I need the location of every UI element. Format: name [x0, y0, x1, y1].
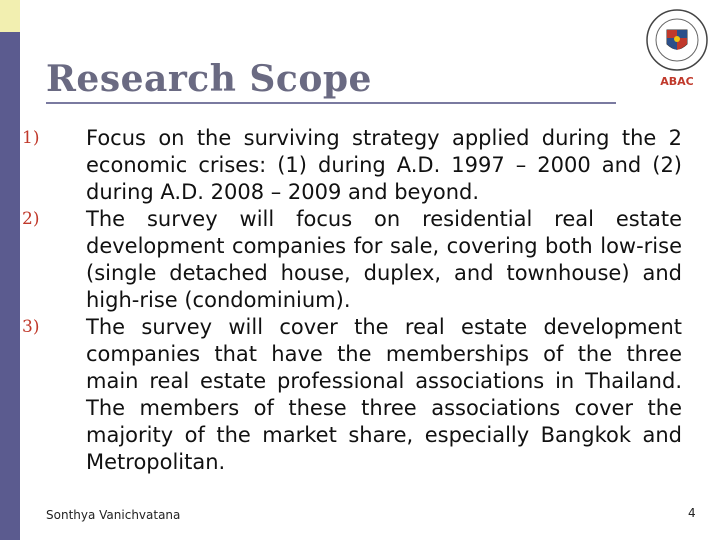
- university-seal-icon: [645, 8, 709, 72]
- item-text: The survey will focus on residential real estate development companies for sale, covering both low-rise (single detached house, duplex, and townhouse) and high-rise (condominium).: [86, 207, 682, 312]
- list-item: [22, 125, 682, 206]
- page-number: 4: [688, 506, 696, 520]
- logo-caption: ABAC: [660, 75, 694, 88]
- title-divider: [46, 102, 616, 104]
- item-number: 1): [22, 128, 40, 148]
- footer-author: Sonthya Vanichvatana: [46, 508, 181, 522]
- item-number: 2): [22, 209, 40, 229]
- list-item: [22, 314, 682, 476]
- scope-list: [22, 125, 682, 476]
- list-item: [22, 206, 682, 314]
- left-accent-bar: [0, 0, 20, 540]
- item-number: 3): [22, 317, 40, 337]
- item-text: The survey will cover the real estate development companies that have the memberships of the three main real estate professional associations in Thailand. The members of these three associations cover the majority of the market share, especially Bangkok and Metropolitan.: [86, 315, 682, 474]
- slide-title: Research Scope: [46, 58, 372, 100]
- top-accent-block: [0, 0, 20, 32]
- item-text: Focus on the surviving strategy applied during the 2 economic crises: (1) during A.D. 1997 – 2000 and (2) during A.D. 2008 – 2009 and beyond.: [86, 126, 682, 204]
